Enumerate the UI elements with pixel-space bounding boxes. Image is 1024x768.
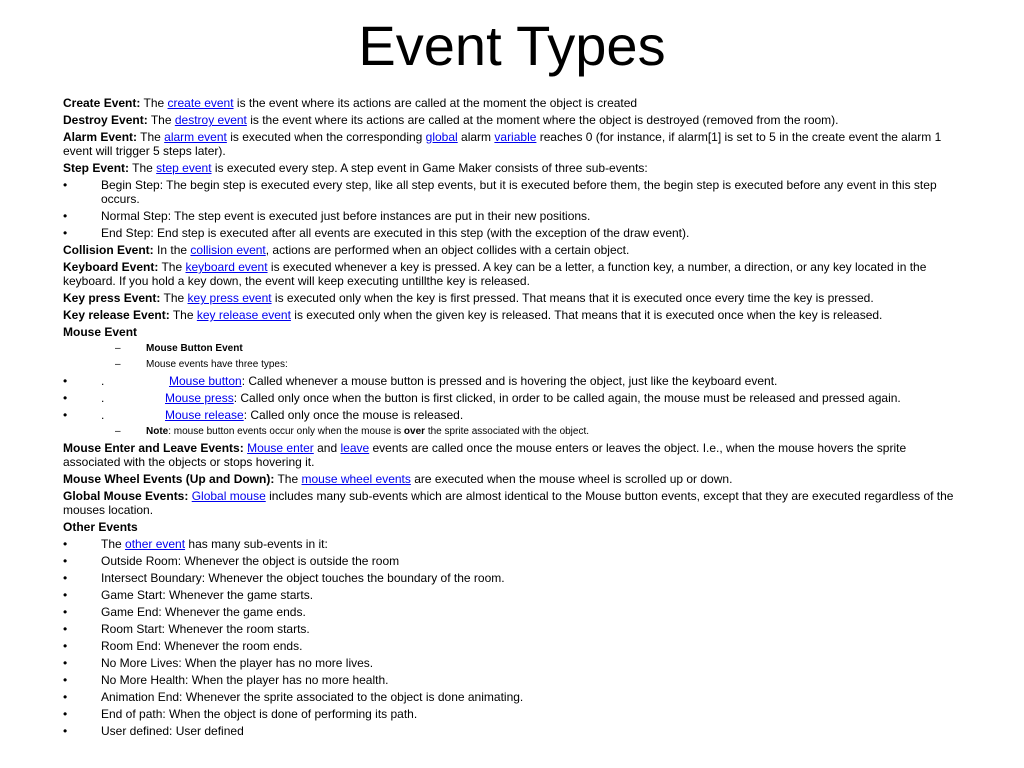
note-bold: over <box>403 426 426 437</box>
list-item <box>63 554 963 568</box>
dash-marker: – <box>115 359 121 370</box>
key-press-event-label: Key press Event: <box>63 291 161 305</box>
bullet-marker: • <box>63 226 68 240</box>
list-item <box>63 639 963 653</box>
list-item-text: Game Start: Whenever the game starts. <box>101 588 314 602</box>
list-item <box>63 571 963 585</box>
sub-list-item-text: Mouse events have three types: <box>146 359 288 370</box>
sub-list-item <box>63 358 963 371</box>
mouse-wheel-link[interactable]: mouse wheel events <box>301 472 411 486</box>
list-item <box>63 209 963 223</box>
text: is the event where its actions are called at the moment the object is created <box>233 96 638 110</box>
alarm-event-link[interactable]: alarm event <box>164 130 227 144</box>
list-item <box>63 226 963 240</box>
text: has many sub-events in it: <box>185 537 328 551</box>
list-item-text: : Called whenever a mouse button is pressed and is hovering the object, just like the keyboard event. <box>241 374 778 388</box>
list-item <box>63 178 963 206</box>
bullet-marker: • <box>63 537 68 551</box>
keyboard-event-label: Keyboard Event: <box>63 260 159 274</box>
key-press-event-link[interactable]: key press event <box>187 291 272 305</box>
mouse-event-heading <box>63 325 963 339</box>
text: The <box>158 260 186 274</box>
text: The <box>140 96 168 110</box>
text: The <box>160 291 188 305</box>
mouse-press-link[interactable]: Mouse press <box>165 391 234 405</box>
bullet-marker: • <box>63 656 68 670</box>
keyboard-event-paragraph <box>63 260 963 288</box>
leave-link[interactable]: leave <box>340 441 370 455</box>
global-link[interactable]: global <box>425 130 458 144</box>
bullet-marker: • <box>63 690 68 704</box>
bullet-marker: • <box>63 673 68 687</box>
mouse-wheel-label: Mouse Wheel Events (Up and Down): <box>63 472 275 486</box>
list-item <box>63 391 963 405</box>
text: The <box>129 161 157 175</box>
global-mouse-label: Global Mouse Events: <box>63 489 189 503</box>
text: The <box>274 472 302 486</box>
note-item <box>63 425 963 438</box>
text: : mouse button events occur only when the mouse is <box>168 426 404 437</box>
text: the sprite associated with the object. <box>425 426 590 437</box>
mouse-button-event-label: Mouse Button Event <box>146 343 243 354</box>
keyboard-event-link[interactable]: keyboard event <box>185 260 268 274</box>
bullet-marker: • <box>63 639 68 653</box>
mouse-enter-link[interactable]: Mouse enter <box>247 441 314 455</box>
list-item-text: Normal Step: The step event is executed just before instances are put in their new positions. <box>101 209 591 223</box>
key-release-event-paragraph <box>63 308 963 322</box>
key-release-event-label: Key release Event: <box>63 308 170 322</box>
text: In the <box>153 243 191 257</box>
list-item-text: Intersect Boundary: Whenever the object touches the boundary of the room. <box>101 571 505 585</box>
list-item-text: No More Health: When the player has no more health. <box>101 673 389 687</box>
bullet-marker: • <box>63 408 68 422</box>
other-event-link[interactable]: other event <box>125 537 186 551</box>
list-item-text: End of path: When the object is done of performing its path. <box>101 707 418 721</box>
alarm-event-paragraph <box>63 130 963 158</box>
create-event-paragraph <box>63 96 963 110</box>
list-item-text: No More Lives: When the player has no more lives. <box>101 656 374 670</box>
text: is executed every step. A step event in Game Maker consists of three sub-events: <box>211 161 648 175</box>
list-item-text: End Step: End step is executed after all events are executed in this step (with the exception of the draw event). <box>101 226 690 240</box>
list-item <box>63 656 963 670</box>
bullet-marker: • <box>63 707 68 721</box>
global-mouse-paragraph <box>63 489 963 517</box>
list-item <box>63 724 963 738</box>
mouse-event-label: Mouse Event <box>63 325 138 339</box>
step-event-link[interactable]: step event <box>156 161 212 175</box>
text: The <box>147 113 175 127</box>
list-item <box>63 408 963 422</box>
bullet-marker: • <box>63 554 68 568</box>
key-release-event-link[interactable]: key release event <box>196 308 291 322</box>
dash-marker: – <box>115 426 121 437</box>
list-item <box>63 374 963 388</box>
destroy-event-link[interactable]: destroy event <box>174 113 247 127</box>
mouse-enter-leave-label: Mouse Enter and Leave Events: <box>63 441 244 455</box>
mouse-wheel-paragraph <box>63 472 963 486</box>
slide-title: Event Types <box>358 14 666 77</box>
list-item-text: Room Start: Whenever the room starts. <box>101 622 310 636</box>
dash-marker: – <box>115 343 121 354</box>
list-item <box>63 673 963 687</box>
list-item-text: User defined: User defined <box>101 724 244 738</box>
dot-marker: . <box>101 408 105 422</box>
collision-event-paragraph <box>63 243 963 257</box>
list-item-text: Outside Room: Whenever the object is outside the room <box>101 554 400 568</box>
list-item <box>63 707 963 721</box>
text: is the event where its actions are called at the moment where the object is destroyed (removed from the room). <box>246 113 839 127</box>
list-item-text: Game End: Whenever the game ends. <box>101 605 306 619</box>
bullet-marker: • <box>63 178 68 192</box>
dot-marker: . <box>101 391 105 405</box>
destroy-event-paragraph <box>63 113 963 127</box>
bullet-marker: • <box>63 588 68 602</box>
bullet-marker: • <box>63 622 68 636</box>
other-events-label: Other Events <box>63 520 138 534</box>
bullet-marker: • <box>63 374 68 388</box>
list-item <box>63 605 963 619</box>
create-event-label: Create Event: <box>63 96 141 110</box>
collision-event-link[interactable]: collision event <box>190 243 266 257</box>
destroy-event-label: Destroy Event: <box>63 113 148 127</box>
text: reaches 0 (for instance, if alarm[1] is set to 5 in the create event the alarm 1 event will trigger 5 steps later). <box>63 130 942 158</box>
text: The <box>101 537 126 551</box>
list-item-text: Begin Step: The begin step is executed every step, like all step events, but it is executed before them, the begin step is executed before any event in this step occurs. <box>101 178 937 206</box>
list-item-text: : Called only once when the button is first clicked, in order to be called again, the mouse must be released and pressed again. <box>233 391 901 405</box>
mouse-button-link[interactable]: Mouse button <box>169 374 242 388</box>
bullet-marker: • <box>63 391 68 405</box>
text: is executed whenever a key is pressed. A key can be a letter, a function key, a number, a direction, or any key located in the keyboard. If you hold a key down, the event will keep executing untillthe key is released. <box>63 260 927 288</box>
sub-list-item <box>63 342 963 355</box>
alarm-event-label: Alarm Event: <box>63 130 138 144</box>
list-item-text: : Called only once the mouse is released. <box>243 408 464 422</box>
text: is executed only when the key is first pressed. That means that it is executed once every time the key is pressed. <box>271 291 874 305</box>
bullet-marker: • <box>63 571 68 585</box>
text: events are called once the mouse enters or leaves the object. I.e., when the mouse hovers the sprite associated with the objects or stops hovering it. <box>63 441 907 469</box>
dot-marker: . <box>101 374 105 388</box>
text: The <box>169 308 197 322</box>
list-item-text: Room End: Whenever the room ends. <box>101 639 303 653</box>
slide-content <box>63 96 963 741</box>
list-item <box>63 588 963 602</box>
global-mouse-link[interactable]: Global mouse <box>191 489 266 503</box>
text: includes many sub-events which are almost identical to the Mouse button events, except that they are executed regardless of the mouses location. <box>63 489 954 517</box>
text: , actions are performed when an object collides with a certain object. <box>265 243 630 257</box>
list-item-text: Animation End: Whenever the sprite associated to the object is done animating. <box>101 690 524 704</box>
mouse-enter-leave-paragraph <box>63 441 963 469</box>
key-press-event-paragraph <box>63 291 963 305</box>
list-item <box>63 622 963 636</box>
list-item <box>63 537 963 551</box>
text: is executed when the corresponding <box>226 130 426 144</box>
other-events-heading <box>63 520 963 534</box>
text: is executed only when the given key is released. That means that it is executed once when the key is released. <box>290 308 883 322</box>
mouse-release-link[interactable]: Mouse release <box>165 408 244 422</box>
text: The <box>137 130 165 144</box>
text: are executed when the mouse wheel is scrolled up or down. <box>410 472 733 486</box>
step-event-label: Step Event: <box>63 161 130 175</box>
bullet-marker: • <box>63 605 68 619</box>
collision-event-label: Collision Event: <box>63 243 154 257</box>
bullet-marker: • <box>63 209 68 223</box>
text: alarm <box>457 130 495 144</box>
create-event-link[interactable]: create event <box>167 96 234 110</box>
note-label: Note <box>146 426 169 437</box>
text: and <box>313 441 341 455</box>
variable-link[interactable]: variable <box>494 130 537 144</box>
bullet-marker: • <box>63 724 68 738</box>
step-event-paragraph <box>63 161 963 175</box>
list-item <box>63 690 963 704</box>
